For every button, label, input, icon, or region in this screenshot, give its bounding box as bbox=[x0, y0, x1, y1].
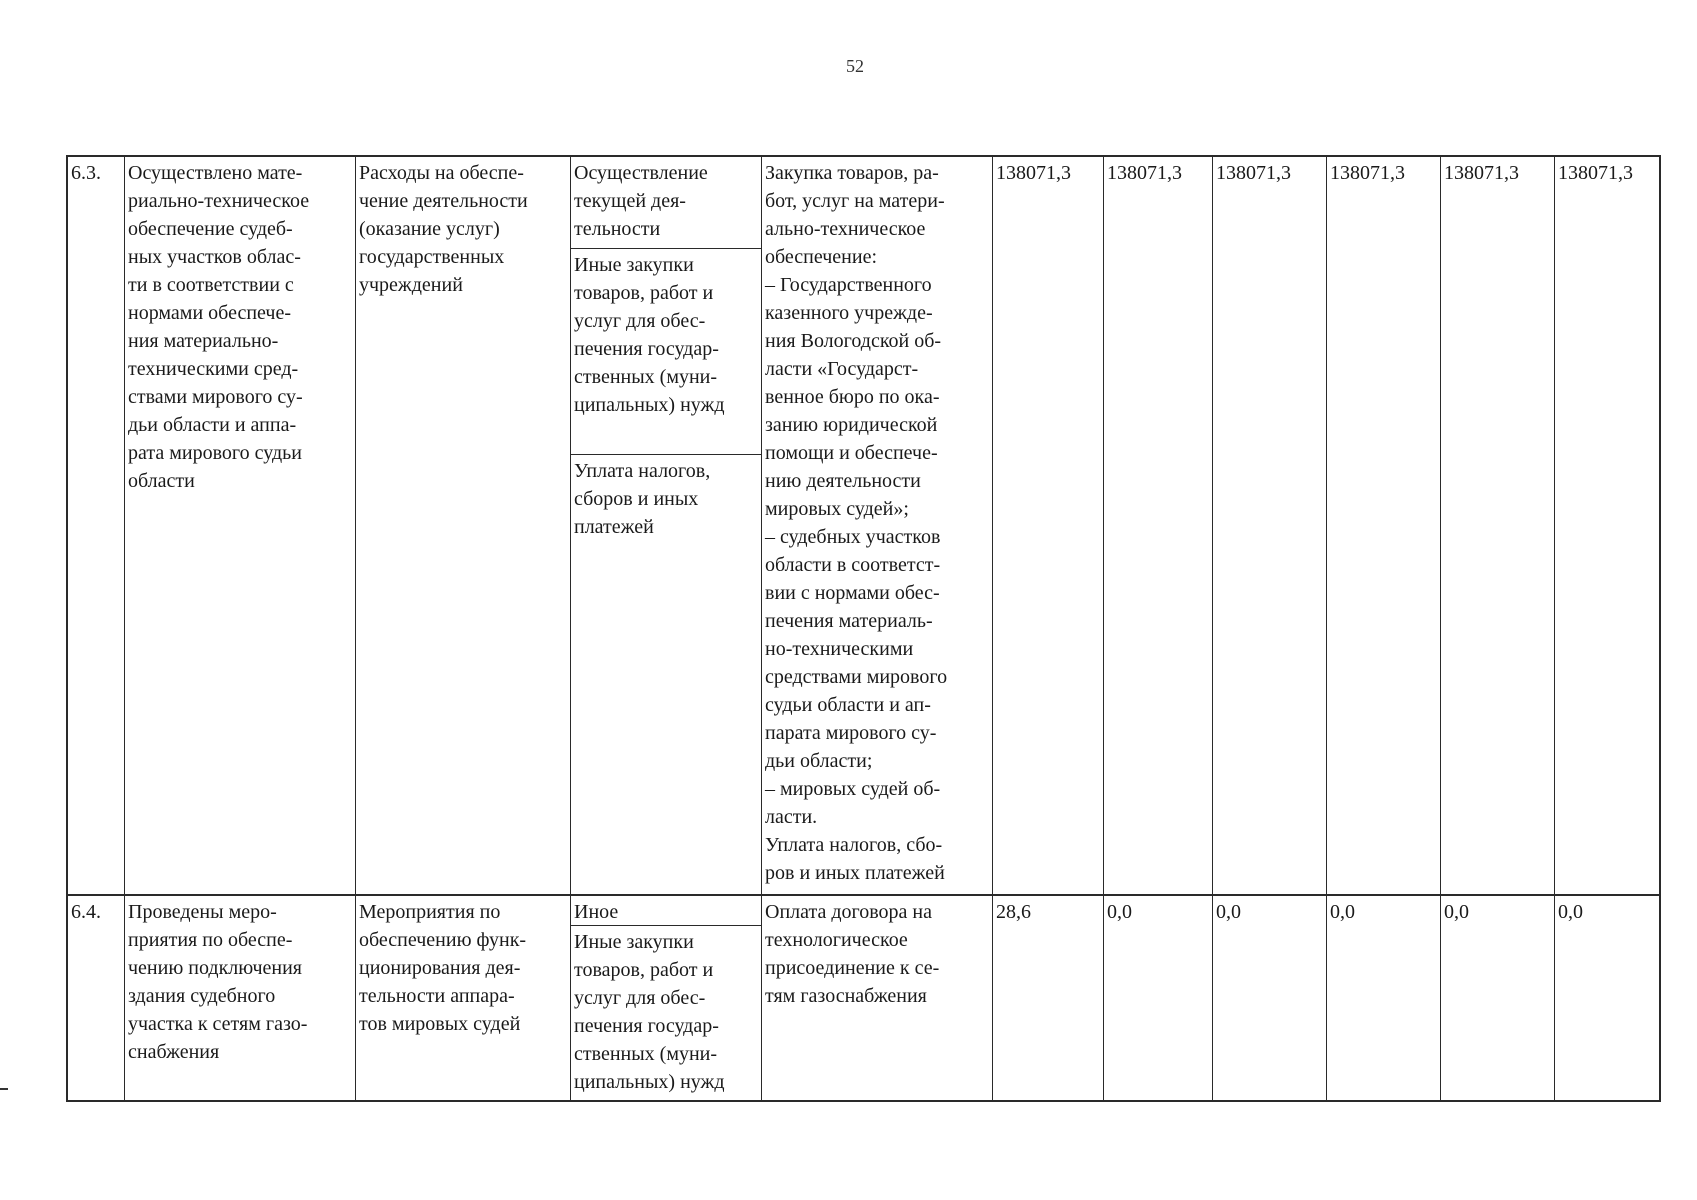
value-cell: 0,0 bbox=[1441, 896, 1555, 1102]
value-cell: 138071,3 bbox=[1327, 157, 1441, 894]
expense-type-item: Иные закупки товаров, работ и услуг для обес- печения государ- ственных (муни- ципальных) нужд bbox=[574, 931, 725, 1093]
measures-table bbox=[66, 155, 1661, 1102]
value-cell: 28,6 bbox=[993, 896, 1104, 1102]
expense-type-cell bbox=[571, 896, 762, 1102]
table-row bbox=[68, 157, 1659, 894]
description-cell: Оплата договора на технологическое присоединение к се- тям газоснабжения bbox=[762, 896, 993, 1102]
expense-type-item: Уплата налогов, сборов и иных платежей bbox=[574, 460, 711, 538]
margin-mark bbox=[0, 1088, 8, 1090]
expense-type-item: Иные закупки товаров, работ и услуг для обес- печения государ- ственных (муни- ципальных) нужд bbox=[571, 249, 761, 455]
description-cell: Закупка товаров, ра- бот, услуг на матери- ально-техническое обеспечение: – Государственного казенного учрежде- ния Вологодской об- ласти «Государст- венное бюро по ока- занию юридической помощи и обеспече- нию деятельности мировых судей»; – судебных участков области в соответст- вии с нормами обес- печения материаль- но-техническими средствами мирового судьи области и ап- парата мирового су- дьи области; – мировых судей об- ласти. Уплата налогов, сбо- ров и иных платежей bbox=[762, 157, 993, 894]
result-cell: Осуществлено мате- риально-техническое обеспечение судеб- ных участков облас- ти в соответствии с нормами обеспече- ния материально- техническими сред- ствами мирового су- дьи области и аппа- рата мирового судьи области bbox=[125, 157, 356, 894]
value-cell: 138071,3 bbox=[1213, 157, 1327, 894]
table-row bbox=[68, 894, 1659, 1102]
value-cell: 0,0 bbox=[1327, 896, 1441, 1102]
value-cell: 138071,3 bbox=[993, 157, 1104, 894]
result-cell: Проведены меро- приятия по обеспе- чению подключения здания судебного участка к сетям газо- снабжения bbox=[125, 896, 356, 1102]
expense-type-cell bbox=[571, 157, 762, 894]
expense-direction-cell: Мероприятия по обеспечению функ- ционирования дея- тельности аппара- тов мировых судей bbox=[356, 896, 571, 1102]
page-number: 52 bbox=[846, 56, 864, 76]
value-cell: 138071,3 bbox=[1558, 162, 1633, 184]
item-number: 6.4. bbox=[68, 896, 125, 1102]
value-cell: 0,0 bbox=[1213, 896, 1327, 1102]
item-number: 6.3. bbox=[68, 157, 125, 894]
expense-type-item: Иное bbox=[571, 896, 761, 926]
expense-type-item: Осуществление текущей дея- тельности bbox=[571, 157, 761, 249]
value-cell: 138071,3 bbox=[1104, 157, 1213, 894]
value-cell: 0,0 bbox=[1558, 901, 1583, 923]
expense-direction-cell: Расходы на обеспе- чение деятельности (оказание услуг) государственных учреждений bbox=[356, 157, 571, 894]
value-cell: 0,0 bbox=[1104, 896, 1213, 1102]
value-cell: 138071,3 bbox=[1441, 157, 1555, 894]
